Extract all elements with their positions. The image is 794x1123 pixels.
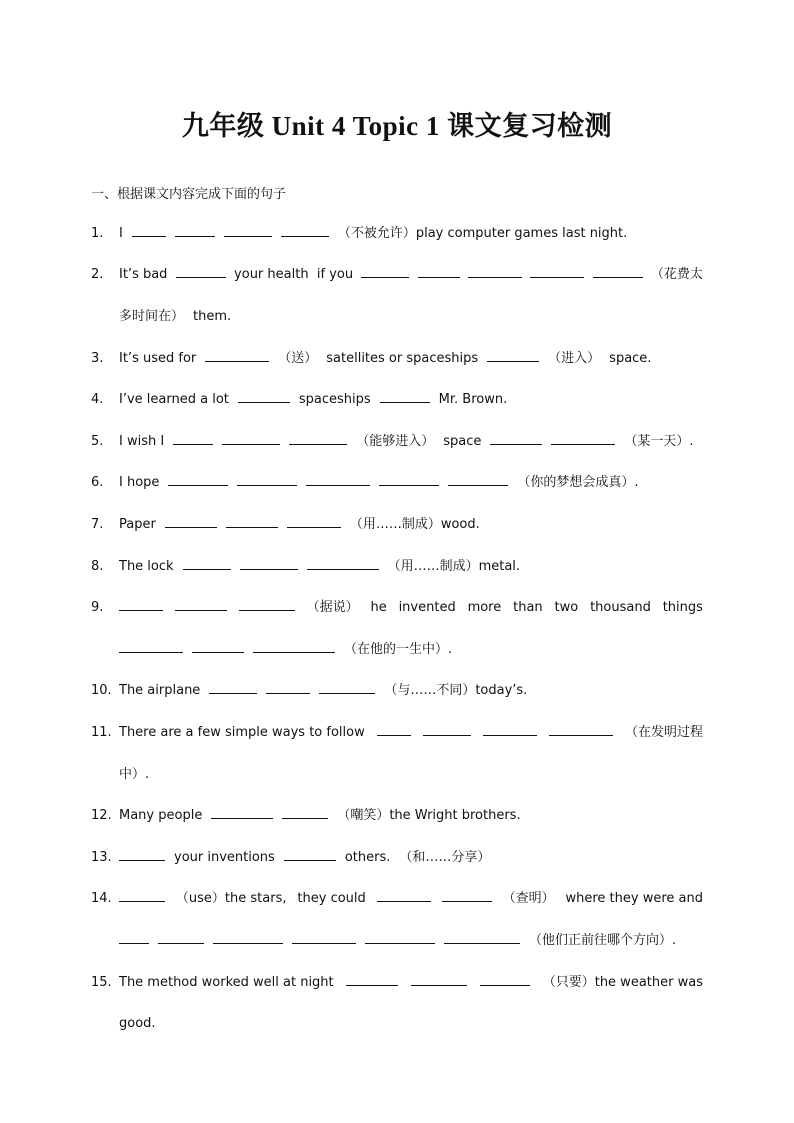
answer-blank[interactable] bbox=[423, 723, 471, 736]
answer-blank[interactable] bbox=[119, 848, 165, 861]
sentence-text: they could bbox=[297, 891, 366, 906]
sentence-text: （不被允许）play computer games last night. bbox=[337, 226, 628, 241]
answer-blank[interactable] bbox=[442, 889, 492, 902]
exercise-line bbox=[119, 224, 703, 244]
sentence-text: （只要）the weather was bbox=[542, 975, 703, 990]
sentence-text: he bbox=[370, 600, 387, 615]
sentence-text: （进入） bbox=[548, 351, 601, 366]
answer-blank[interactable] bbox=[158, 931, 204, 944]
item-number: 9. bbox=[91, 600, 104, 615]
exercise-line bbox=[119, 432, 703, 452]
sentence-text: Mr. Brown. bbox=[438, 392, 508, 407]
answer-blank[interactable] bbox=[292, 931, 356, 944]
answer-blank[interactable] bbox=[165, 515, 217, 528]
exercise-line bbox=[119, 806, 703, 826]
exercise-line bbox=[119, 681, 703, 701]
answer-blank[interactable] bbox=[213, 931, 283, 944]
sentence-text: space bbox=[443, 434, 482, 449]
answer-blank[interactable] bbox=[205, 349, 269, 362]
sentence-text: （用……制成）wood. bbox=[349, 517, 480, 532]
item-number: 7. bbox=[91, 517, 104, 532]
sentence-text: I’ve learned a lot bbox=[119, 392, 229, 407]
sentence-text: Many people bbox=[119, 808, 203, 823]
answer-blank[interactable] bbox=[380, 390, 430, 403]
answer-blank[interactable] bbox=[289, 432, 347, 445]
answer-blank[interactable] bbox=[281, 224, 329, 237]
answer-blank[interactable] bbox=[237, 473, 297, 486]
item-number: 4. bbox=[91, 392, 104, 407]
item-number: 11. bbox=[91, 725, 112, 740]
item-number: 12. bbox=[91, 808, 112, 823]
section-heading: 一、根据课文内容完成下面的句子 bbox=[91, 187, 287, 202]
item-number: 8. bbox=[91, 559, 104, 574]
sentence-text: （你的梦想会成真）. bbox=[517, 475, 639, 490]
sentence-text: （嘲笑）the Wright brothers. bbox=[337, 808, 521, 823]
sentence-text: your inventions bbox=[174, 850, 275, 865]
answer-blank[interactable] bbox=[119, 598, 163, 611]
sentence-text: Paper bbox=[119, 517, 156, 532]
answer-blank[interactable] bbox=[287, 515, 341, 528]
answer-blank[interactable] bbox=[132, 224, 166, 237]
exercise-line bbox=[119, 848, 703, 868]
answer-blank[interactable] bbox=[238, 390, 290, 403]
answer-blank[interactable] bbox=[119, 931, 149, 944]
answer-blank[interactable] bbox=[468, 265, 522, 278]
sentence-text: things bbox=[662, 600, 703, 615]
exercise-line bbox=[119, 473, 703, 493]
sentence-text: I bbox=[119, 226, 123, 241]
exercise-line bbox=[119, 973, 703, 993]
answer-blank[interactable] bbox=[224, 224, 272, 237]
sentence-text: where they were and bbox=[565, 891, 703, 906]
answer-blank[interactable] bbox=[239, 598, 295, 611]
item-number: 10. bbox=[91, 683, 112, 698]
sentence-text: （送） bbox=[278, 351, 318, 366]
item-number: 15. bbox=[91, 975, 112, 990]
sentence-text: （据说） bbox=[306, 600, 359, 615]
answer-blank[interactable] bbox=[211, 806, 273, 819]
answer-blank[interactable] bbox=[377, 889, 431, 902]
sentence-text: （在他的一生中）. bbox=[344, 642, 453, 657]
answer-blank[interactable] bbox=[307, 557, 379, 570]
answer-blank[interactable] bbox=[549, 723, 613, 736]
answer-blank[interactable] bbox=[444, 931, 520, 944]
sentence-text: （在发明过程 bbox=[624, 725, 703, 740]
answer-blank[interactable] bbox=[306, 473, 370, 486]
answer-blank[interactable] bbox=[176, 265, 226, 278]
exercise-line bbox=[119, 265, 703, 285]
item-number: 5. bbox=[91, 434, 104, 449]
sentence-text: （和……分享） bbox=[399, 850, 491, 865]
answer-blank[interactable] bbox=[175, 224, 215, 237]
exercise-line bbox=[119, 390, 703, 410]
sentence-text: thousand bbox=[590, 600, 651, 615]
sentence-text: two bbox=[554, 600, 579, 615]
answer-blank[interactable] bbox=[365, 931, 435, 944]
sentence-text: （查明） bbox=[502, 891, 555, 906]
answer-blank[interactable] bbox=[379, 473, 439, 486]
answer-blank[interactable] bbox=[266, 681, 310, 694]
exercise-line bbox=[119, 640, 703, 660]
item-number: 2. bbox=[91, 267, 104, 282]
sentence-text: It’s bad bbox=[119, 267, 168, 282]
answer-blank[interactable] bbox=[119, 889, 165, 902]
sentence-text: I hope bbox=[119, 475, 160, 490]
answer-blank[interactable] bbox=[284, 848, 336, 861]
answer-blank[interactable] bbox=[226, 515, 278, 528]
item-number: 1. bbox=[91, 226, 104, 241]
sentence-text: good. bbox=[119, 1016, 156, 1031]
answer-blank[interactable] bbox=[530, 265, 584, 278]
sentence-text: The airplane bbox=[119, 683, 201, 698]
answer-blank[interactable] bbox=[209, 681, 257, 694]
sentence-text: It’s used for bbox=[119, 351, 197, 366]
sentence-text: （use）the stars, bbox=[175, 891, 287, 906]
sentence-text: （用……制成）metal. bbox=[387, 559, 521, 574]
sentence-text: 多时间在） bbox=[119, 309, 185, 324]
exercise-line bbox=[119, 349, 703, 369]
sentence-text: I wish I bbox=[119, 434, 165, 449]
answer-blank[interactable] bbox=[282, 806, 328, 819]
answer-blank[interactable] bbox=[593, 265, 643, 278]
answer-blank[interactable] bbox=[183, 557, 231, 570]
sentence-text: The method worked well at night bbox=[119, 975, 334, 990]
item-number: 14. bbox=[91, 891, 112, 906]
answer-blank[interactable] bbox=[240, 557, 298, 570]
exercise-line bbox=[119, 931, 703, 951]
answer-blank[interactable] bbox=[483, 723, 537, 736]
sentence-text: There are a few simple ways to follow bbox=[119, 725, 365, 740]
answer-blank[interactable] bbox=[175, 598, 227, 611]
exercise-line bbox=[119, 598, 703, 618]
sentence-text: 中）. bbox=[119, 767, 150, 782]
sentence-text: （花费太 bbox=[650, 267, 703, 282]
answer-blank[interactable] bbox=[448, 473, 508, 486]
item-number: 6. bbox=[91, 475, 104, 490]
answer-blank[interactable] bbox=[168, 473, 228, 486]
sentence-text: （他们正前往哪个方向）. bbox=[529, 933, 677, 948]
sentence-text: your health bbox=[234, 267, 309, 282]
sentence-text: invented bbox=[398, 600, 456, 615]
answer-blank[interactable] bbox=[319, 681, 375, 694]
exercise-line bbox=[119, 889, 703, 909]
answer-blank[interactable] bbox=[377, 723, 411, 736]
sentence-text: （能够进入） bbox=[356, 434, 435, 449]
answer-blank[interactable] bbox=[411, 973, 467, 986]
sentence-text: （某一天）. bbox=[624, 434, 694, 449]
answer-blank[interactable] bbox=[173, 432, 213, 445]
sentence-text: them. bbox=[193, 309, 232, 324]
answer-blank[interactable] bbox=[551, 432, 615, 445]
item-number: 13. bbox=[91, 850, 112, 865]
sentence-text: others. bbox=[344, 850, 391, 865]
answer-blank[interactable] bbox=[119, 640, 183, 653]
answer-blank[interactable] bbox=[253, 640, 335, 653]
exercise-line bbox=[119, 1014, 703, 1034]
sentence-text: than bbox=[513, 600, 543, 615]
exercise-line bbox=[119, 557, 703, 577]
answer-blank[interactable] bbox=[480, 973, 530, 986]
exercise-line bbox=[119, 723, 703, 743]
answer-blank[interactable] bbox=[490, 432, 542, 445]
sentence-text: spaceships bbox=[298, 392, 371, 407]
exercise-line bbox=[119, 515, 703, 535]
answer-blank[interactable] bbox=[418, 265, 460, 278]
answer-blank[interactable] bbox=[192, 640, 244, 653]
answer-blank[interactable] bbox=[487, 349, 539, 362]
item-number: 3. bbox=[91, 351, 104, 366]
sentence-text: satellites or spaceships bbox=[326, 351, 479, 366]
sentence-text: The lock bbox=[119, 559, 174, 574]
sentence-text: （与……不同）today’s. bbox=[384, 683, 528, 698]
exercise-line bbox=[119, 765, 703, 785]
answer-blank[interactable] bbox=[361, 265, 409, 278]
sentence-text: more bbox=[467, 600, 502, 615]
sentence-text: space. bbox=[609, 351, 652, 366]
sentence-text: if you bbox=[316, 267, 354, 282]
exercise-line bbox=[119, 307, 703, 327]
answer-blank[interactable] bbox=[346, 973, 398, 986]
page-title: 九年级 Unit 4 Topic 1 课文复习检测 bbox=[181, 111, 613, 141]
answer-blank[interactable] bbox=[222, 432, 280, 445]
